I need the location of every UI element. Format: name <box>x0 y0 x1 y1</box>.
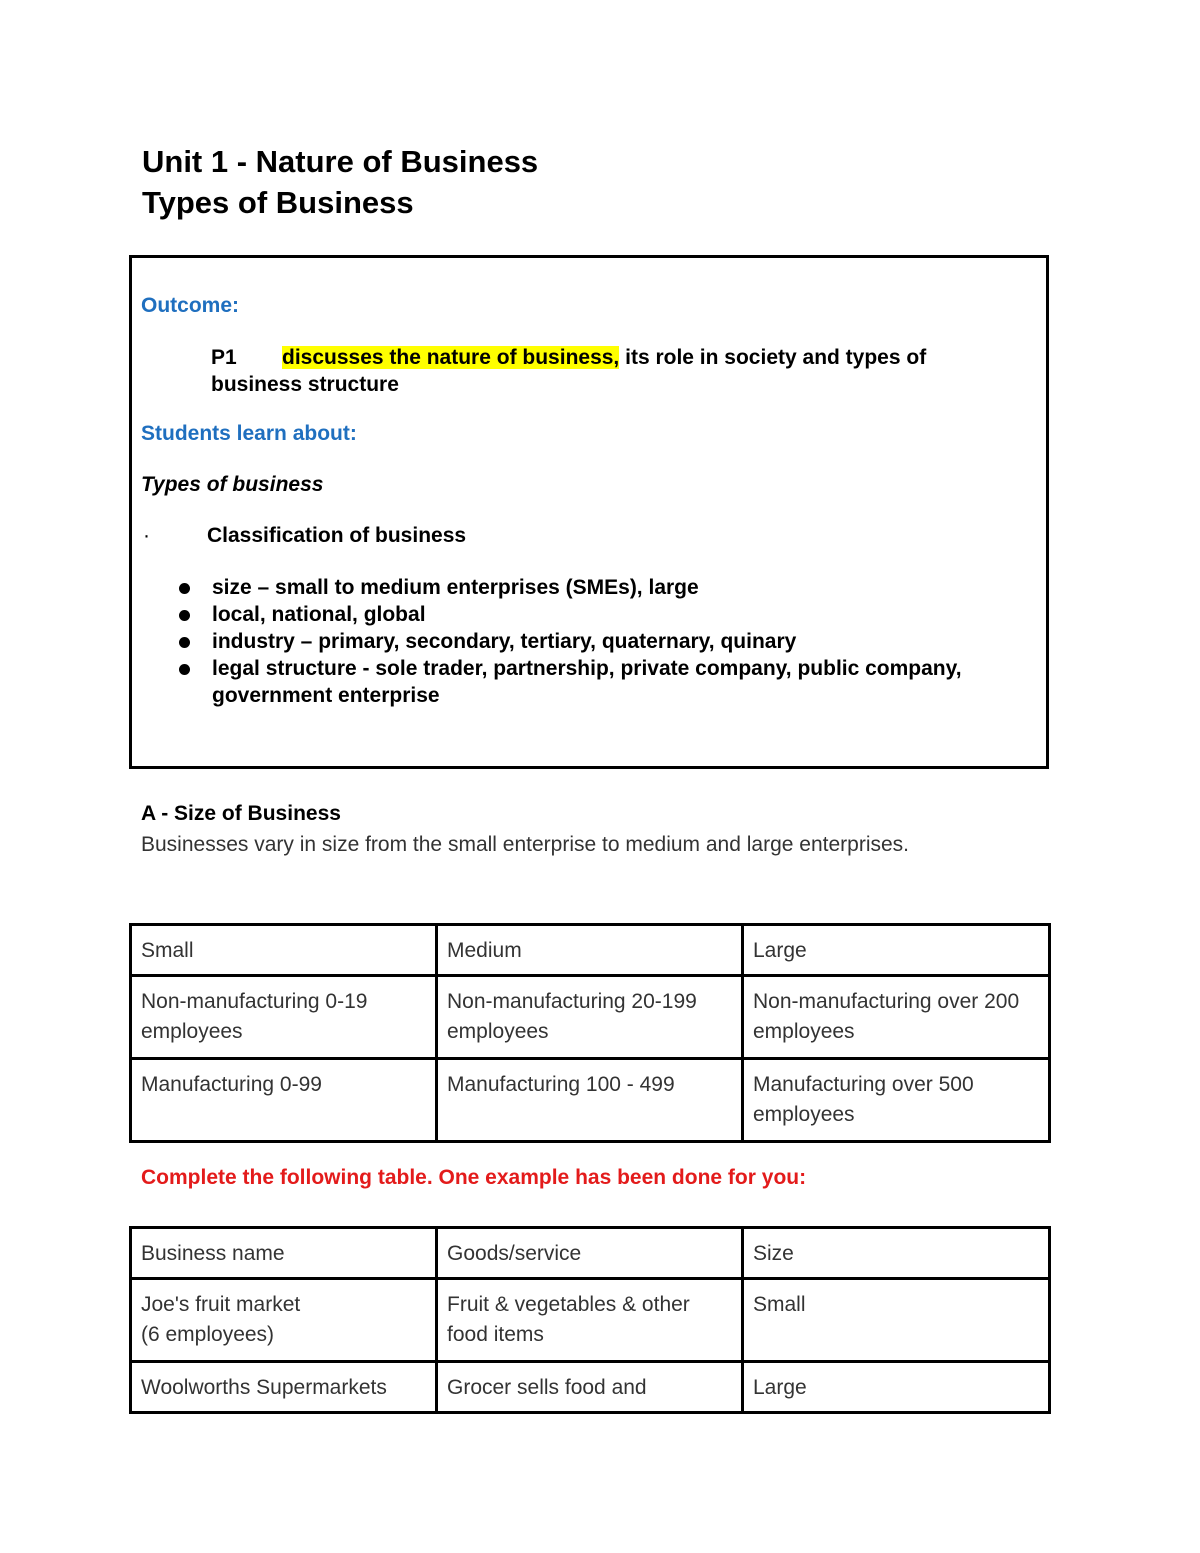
classification-label: Classification of business <box>207 524 467 547</box>
outcome-highlighted-text: discusses the nature of business, <box>282 346 620 369</box>
section-a-description: Businesses vary in size from the small enterprise to medium and large enterprises. <box>141 833 909 856</box>
table-cell: Grocer sells food and <box>437 1362 743 1413</box>
bullet-icon <box>179 637 190 648</box>
table-cell: Business name <box>131 1228 437 1279</box>
list-item-text: size – small to medium enterprises (SMEs), large <box>212 576 699 599</box>
table-row <box>131 1362 1050 1413</box>
outcome-code: P1 <box>211 346 237 369</box>
table-cell: Small <box>131 925 437 976</box>
bullet-icon <box>179 610 190 621</box>
topic-title: Types of Business <box>142 185 414 220</box>
table-cell: Non-manufacturing over 200 employees <box>743 976 1050 1059</box>
table-row <box>131 925 1050 976</box>
list-item <box>177 601 1017 628</box>
outcome-heading: Outcome: <box>141 294 240 317</box>
bullet-icon <box>179 583 190 594</box>
table-cell: Woolworths Supermarkets <box>131 1362 437 1413</box>
size-table <box>129 923 1051 1143</box>
unit-title: Unit 1 - Nature of Business <box>142 144 539 179</box>
table-cell: Manufacturing 100 - 499 <box>437 1059 743 1142</box>
table-row <box>131 1279 1050 1362</box>
table-cell: Large <box>743 1362 1050 1413</box>
outcome-statement <box>211 344 1021 398</box>
list-item <box>177 628 1017 655</box>
classification-list <box>177 574 1017 709</box>
instruction-text: Complete the following table. One example has been done for you: <box>141 1166 807 1189</box>
table-cell: Manufacturing over 500 employees <box>743 1059 1050 1142</box>
table-cell: Joe's fruit market (6 employees) <box>131 1279 437 1362</box>
bullet-icon <box>179 664 190 675</box>
table-cell: Non-manufacturing 20-199 employees <box>437 976 743 1059</box>
section-a-title: A - Size of Business <box>141 802 341 825</box>
learn-heading: Students learn about: <box>141 422 357 445</box>
table-cell: Fruit & vegetables & other food items <box>437 1279 743 1362</box>
table-cell: Large <box>743 925 1050 976</box>
table-cell: Small <box>743 1279 1050 1362</box>
list-item <box>177 655 1017 709</box>
list-item-text: industry – primary, secondary, tertiary, quaternary, quinary <box>212 630 797 653</box>
classification-marker: · <box>143 524 150 547</box>
table-cell: Non-manufacturing 0-19 employees <box>131 976 437 1059</box>
table-cell: Size <box>743 1228 1050 1279</box>
outcome-box <box>129 255 1049 769</box>
types-heading: Types of business <box>141 473 324 496</box>
table-cell: Goods/service <box>437 1228 743 1279</box>
list-item <box>177 574 1017 601</box>
classification-line <box>143 523 466 549</box>
outcome-text: its role in society and types of business structure <box>211 346 927 396</box>
table-cell: Medium <box>437 925 743 976</box>
document-title <box>142 141 538 223</box>
table-cell: Manufacturing 0-99 <box>131 1059 437 1142</box>
examples-table <box>129 1226 1051 1414</box>
list-item-text: local, national, global <box>212 603 426 626</box>
table-row <box>131 976 1050 1059</box>
list-item-text: legal structure - sole trader, partnership, private company, public company, government enterprise <box>212 657 962 707</box>
table-row <box>131 1228 1050 1279</box>
table-row <box>131 1059 1050 1142</box>
